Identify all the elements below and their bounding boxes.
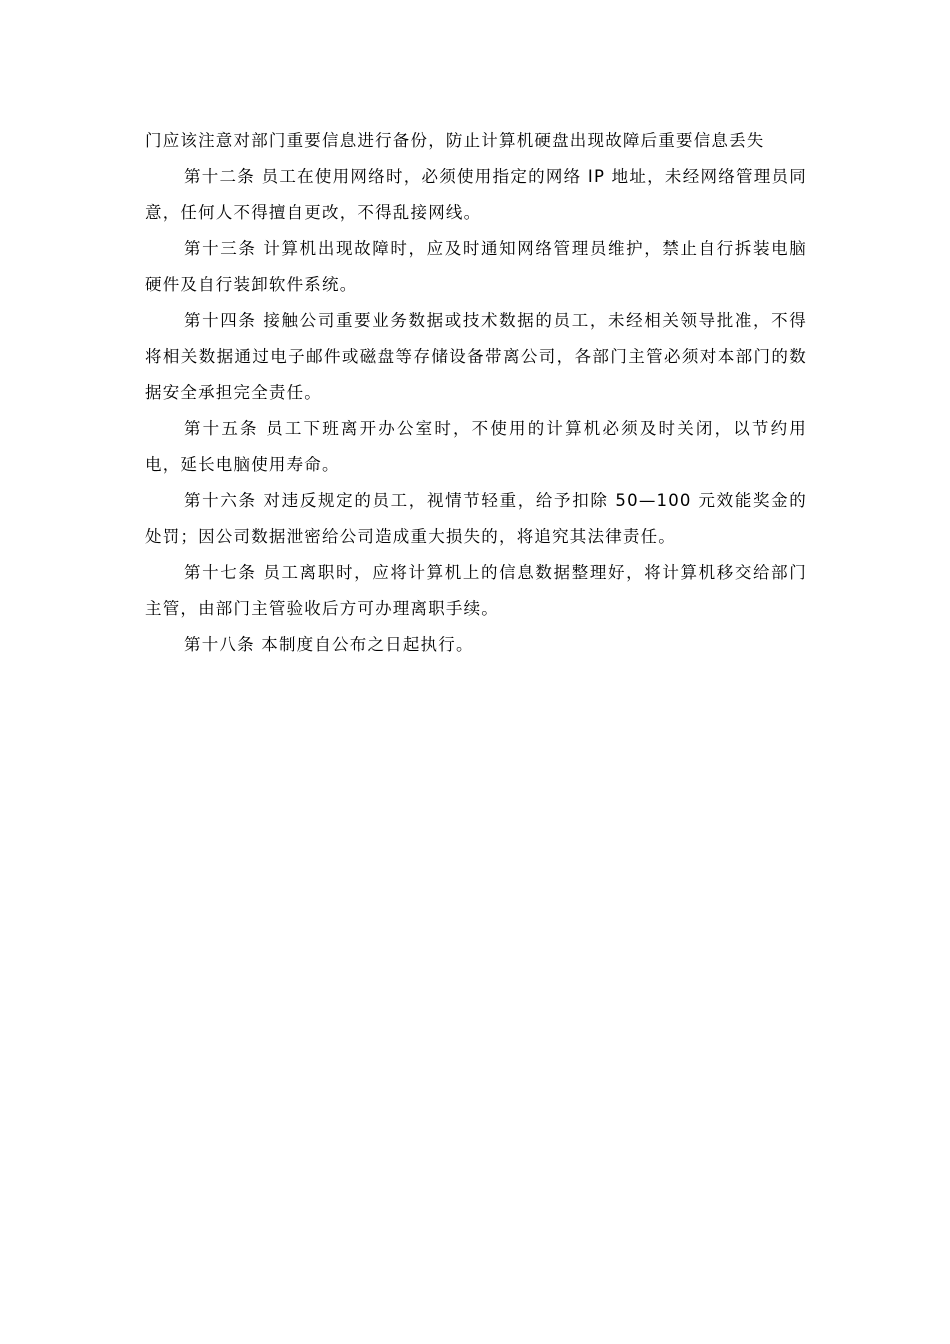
article-12: 第十二条 员工在使用网络时，必须使用指定的网络 IP 地址，未经网络管理员同意，任何人不得擅自更改，不得乱接网线。 [145,167,807,222]
document-body [145,123,807,663]
article-13: 第十三条 计算机出现故障时，应及时通知网络管理员维护，禁止自行拆装电脑硬件及自行装卸软件系统。 [145,239,807,294]
article-16: 第十六条 对违反规定的员工，视情节轻重，给予扣除 50—100 元效能奖金的处罚；因公司数据泄密给公司造成重大损失的，将追究其法律责任。 [145,491,807,546]
article-17: 第十七条 员工离职时，应将计算机上的信息数据整理好，将计算机移交给部门主管，由部门主管验收后方可办理离职手续。 [145,563,807,618]
paragraph-continuation: 门应该注意对部门重要信息进行备份，防止计算机硬盘出现故障后重要信息丢失 [145,131,765,150]
article-14: 第十四条 接触公司重要业务数据或技术数据的员工，未经相关领导批准，不得将相关数据通过电子邮件或磁盘等存储设备带离公司，各部门主管必须对本部门的数据安全承担完全责任。 [145,311,807,402]
article-15: 第十五条 员工下班离开办公室时，不使用的计算机必须及时关闭，以节约用电，延长电脑使用寿命。 [145,419,807,474]
article-18: 第十八条 本制度自公布之日起执行。 [184,635,474,654]
